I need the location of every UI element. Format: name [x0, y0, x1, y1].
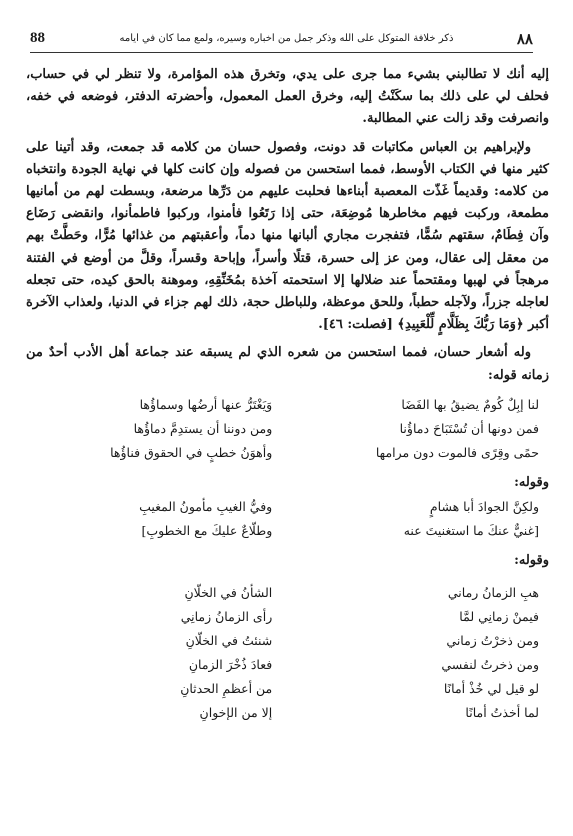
- first-hemistich: لنا إبِلٌ كُومٌ يضيقُ بها الفَضَا: [401, 396, 539, 412]
- first-hemistich: ومن ذخرْتُ زماني: [446, 632, 539, 648]
- second-hemistich: الشأنُ في الخلّانِ: [184, 584, 273, 600]
- second-hemistich: وطلّاعٌ عليكَ مع الخطوبِ]: [141, 522, 273, 538]
- second-hemistich: وأهوَنُ خطبٍ في الحقوق فناؤُها: [110, 444, 273, 460]
- paragraph: ولإبراهيم بن العباس مكاتبات قد دونت، وفصول حسان من كلامه قد جمعت، وقد أتينا على كثير منها في الكتاب الأوسط، فمما استحسن من فصوله وإن كانت كلها في نهاية الجودة وانتخباه من كلامه: وقديماً غَذّت المعصبة أبناءها فحلبت عليهم من دَرِّها مرضعة، وبسطت لهم من أمانيها مطمعة، وركبت فيهم مخاطرها مُوضِعَة، حتى إذا رَتَعُوا فأمنوا، وركبوا فاطمأنوا، وانقضى رَضَاع وآن فِطَامٌ، سقتهم سُمًّا، فتفجرت مجاري ألبانها منها دماً، وأعقبتهم من غذائها مُرًّا، وحَطَّتْ بهم من معقل إلى عقال، ومن عز إلى حسرة، قتلًا وأسراً، وإباحة وقسراً، وقلَّ من أوضع في الفتنة مرهجاً في لهبها ومقتحماً عند ضلالها إلا استحمته آخذة بمُخَنِّقِهِ، وموهنة بالحق كيده، حتى تجعله لعاجله جزراً، ولآجله حطباً، وللحق موعظة، وللباطل حجة، ذلك لهم جزاء في الدنيا، ولعذاب الآخرة أكبر ﴿وَمَا رَبُّكَ بِظَلَّامٍ لِّلْعَبِيدِ﴾ [فصلت: ٤٦].: [26, 139, 549, 333]
- page-number-latin: 88: [30, 30, 45, 46]
- second-hemistich: وفيُّ الغيبِ مأمونُ المغيبِ: [139, 498, 273, 514]
- verse-line: [26, 653, 549, 677]
- second-hemistich: من أعظمِ الحدثانِ: [180, 680, 273, 696]
- second-hemistich: شنئتُ في الخلّانِ: [185, 632, 273, 648]
- verse-line: [26, 701, 549, 725]
- verse-line: [26, 417, 549, 441]
- first-hemistich: فمن دونها أن تُسْتَبَاحَ دماؤُنا: [399, 420, 539, 436]
- first-hemistich: [غنيٌّ عنكَ ما استغنيتَ عنه: [403, 522, 539, 538]
- page-number-arabic: ٨٨: [516, 32, 533, 48]
- second-hemistich: فعادَ ذُخْرَ الزمانِ: [188, 656, 273, 672]
- verse-line: [26, 441, 549, 465]
- first-hemistich: حمًى وقِرًى فالموت دون مرامها: [375, 444, 539, 460]
- page-header: [30, 28, 533, 53]
- second-hemistich: رأى الزمانُ زمانِي: [180, 608, 273, 624]
- first-hemistich: لما أخذتُ أمانًا: [465, 704, 539, 720]
- second-hemistich: إلا من الإخوانِ: [199, 704, 273, 720]
- verse-line: [26, 629, 549, 653]
- second-hemistich: ومن دوننا أن يستدِمَّ دماؤُها: [133, 420, 273, 436]
- first-hemistich: ومن ذخرتُ لنفسي: [441, 656, 539, 672]
- first-hemistich: هبِ الزمانُ رماني: [447, 584, 539, 600]
- verse-line: [26, 393, 549, 417]
- verse-line: [26, 677, 549, 701]
- first-hemistich: ولكِنَّ الجوادَ أبا هشامٍ: [429, 498, 539, 514]
- second-hemistich: وَيَغْتَرُّ عنها أرضُها وسماؤُها: [139, 396, 273, 412]
- poem: [26, 393, 549, 465]
- verse-intro-label: وقوله:: [514, 552, 549, 568]
- first-hemistich: لو قيل لي خُذْ أمانًا: [443, 680, 539, 696]
- page-body: [26, 64, 549, 731]
- poem: [26, 581, 549, 725]
- verse-intro-label: وقوله:: [514, 474, 549, 490]
- verse-line: [26, 495, 549, 519]
- verse-line: [26, 581, 549, 605]
- first-hemistich: فيمنْ زمانِي لمَّا: [459, 608, 539, 624]
- running-title: ذكر خلافة المتوكل على الله وذكر جمل من أخباره وسيره، ولمع مما كان في أيامه: [119, 33, 454, 44]
- paragraph: إليه أنك لا تطالبني بشيء مما جرى على يدي، وتخرق هذه المؤامرة، ولا تنظر لي في حساب، فحلف لي على ذلك بما سكَنْتُ إليه، وخرق العمل المعمول، وأحضرته الدفتر، فوضعه في خفه، وانصرفت وقد زالت عني المطالبة.: [26, 67, 549, 127]
- spacer: [26, 573, 549, 581]
- paragraph: وله أشعار حسان، فمما استحسن من شعره الذي لم يسبقه عند جماعة أهل الأدب أحدٌ من زمانه قوله:: [26, 345, 549, 383]
- poem: [26, 495, 549, 543]
- verse-line: [26, 605, 549, 629]
- verse-line: [26, 519, 549, 543]
